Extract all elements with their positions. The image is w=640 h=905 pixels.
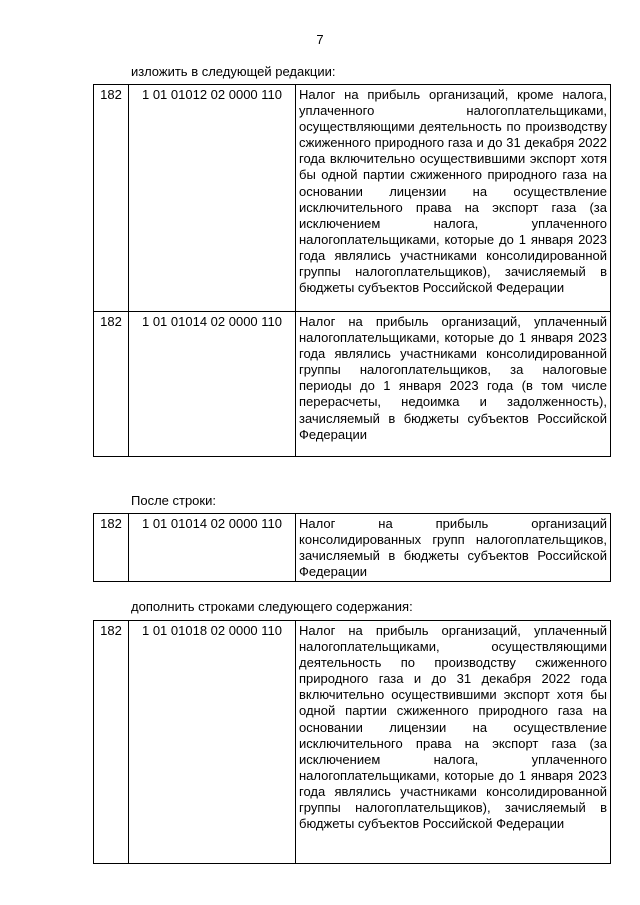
intro-paragraph: изложить в следующей редакции: [131,64,336,79]
admin-code-cell: 182 [94,514,129,582]
income-name-cell: Налог на прибыль организаций, кроме налога, уплаченного налогоплательщиками, осуществляющими деятельность по производству сжиженного природного газа и до 31 декабря 2022 года включительно осуществившими экспорт хотя бы одной партии сжиженного природного газа на основании лицензии на осуществление исключительного права на экспорт газа (за исключением налога, уплаченного налогоплательщиками, которые до 1 января 2023 года являлись участниками консолидированной группы налогоплательщиков), зачисляемый в бюджеты субъектов Российской Федерации [296,85,611,312]
table-row [94,85,611,312]
add-rows-paragraph: дополнить строками следующего содержания: [131,599,413,614]
budget-code-cell: 1 01 01014 02 0000 110 [129,514,296,582]
budget-code-cell: 1 01 01014 02 0000 110 [129,312,296,457]
table-row [94,621,611,864]
after-row-paragraph: После строки: [131,493,216,508]
codes-table-2 [93,513,611,582]
admin-code-cell: 182 [94,85,129,312]
table-row [94,514,611,582]
budget-code-cell: 1 01 01018 02 0000 110 [129,621,296,864]
admin-code-cell: 182 [94,621,129,864]
codes-table-1 [93,84,611,457]
table-row [94,312,611,457]
page-number: 7 [316,32,324,47]
income-name-cell: Налог на прибыль организаций консолидированных групп налогоплательщиков, зачисляемый в бюджеты субъектов Российской Федерации [296,514,611,582]
income-name-cell: Налог на прибыль организаций, уплаченный налогоплательщиками, которые до 1 января 2023 года являлись участниками консолидированной группы налогоплательщиков, за налоговые периоды до 1 января 2023 года (в том числе перерасчеты, недоимка и задолженность), зачисляемый в бюджеты субъектов Российской Федерации [296,312,611,457]
codes-table-3 [93,620,611,864]
admin-code-cell: 182 [94,312,129,457]
income-name-cell: Налог на прибыль организаций, уплаченный налогоплательщиками, осуществляющими деятельность по производству сжиженного природного газа и до 31 декабря 2022 года включительно осуществившими экспорт хотя бы одной партии сжиженного природного газа на основании лицензии на осуществление исключительного права на экспорт газа (за исключением налога, уплаченного налогоплательщиками, которые до 1 января 2023 года являлись участниками консолидированной группы налогоплательщиков), зачисляемый в бюджеты субъектов Российской Федерации [296,621,611,864]
budget-code-cell: 1 01 01012 02 0000 110 [129,85,296,312]
